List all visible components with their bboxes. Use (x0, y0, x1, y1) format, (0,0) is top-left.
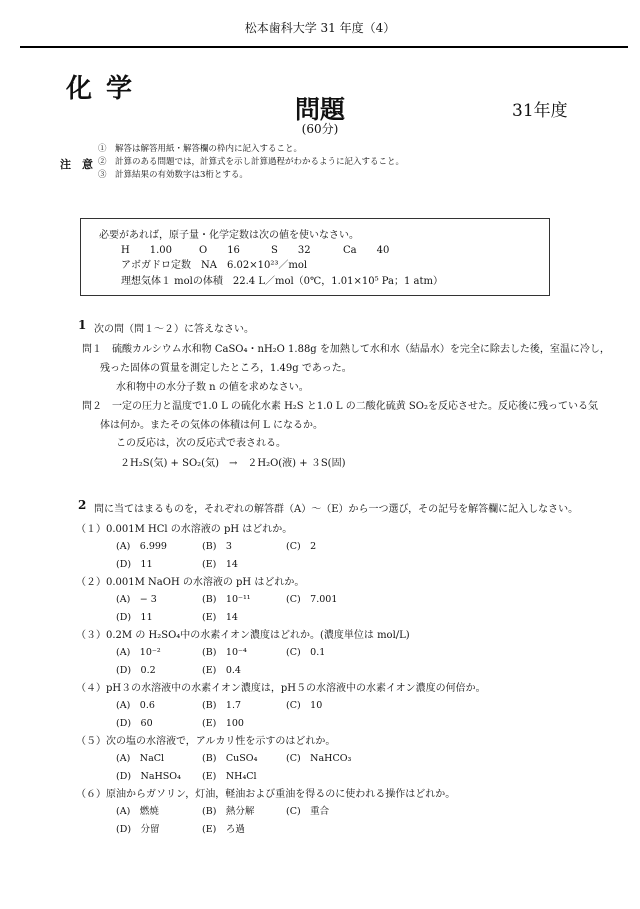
answer-option: (A) − 3 (116, 594, 157, 605)
answer-option: (E) 100 (202, 718, 244, 729)
answer-option: (C) NaHCO₃ (286, 753, 352, 764)
q1-part1-line: 問１ 硫酸カルシウム水和物 CaSO₄・nH₂O 1.88g を加熱して水和水（結晶水）を完全に除去した後，室温に冷し， (82, 344, 610, 355)
q2-item-stem: （１）0.001M HCl の水溶液の pH はどれか。 (76, 524, 293, 535)
question-1-number: 1 (78, 318, 87, 332)
avogadro-constant: アボガドロ定数 NA 6.02×10²³／mol (121, 260, 308, 271)
q1-part2-line: この反応は，次の反応式で表される。 (116, 438, 286, 449)
answer-option: (E) NH₄Cl (202, 771, 257, 782)
answer-option: (B) 熱分解 (202, 806, 255, 817)
notes-label: 注 意 (60, 158, 93, 171)
document-title: 問題 (294, 95, 345, 124)
year-label: 31年度 (512, 101, 568, 121)
answer-option: (D) 11 (116, 612, 153, 623)
answer-option: (E) ろ過 (202, 824, 245, 835)
q1-part1-line: 残った固体の質量を測定したところ，1.49g であった。 (100, 363, 352, 374)
page-header: 松本歯科大学 31 年度（4） (244, 21, 396, 35)
reaction-equation: ２H₂S(気) + SO₂(気) → ２H₂O(液) + ３S(固) (120, 458, 346, 469)
notes-list (98, 143, 404, 182)
answer-option: (A) 10⁻² (116, 647, 161, 658)
answer-option: (E) 14 (202, 612, 238, 623)
subject-title: 化学 (66, 74, 147, 104)
answer-option: (A) 6.999 (116, 541, 167, 552)
answer-option: (B) 1.7 (202, 700, 242, 711)
answer-option: (A) 0.6 (116, 700, 155, 711)
answer-option: (A) NaCl (116, 753, 165, 764)
answer-option: (D) 分留 (116, 824, 160, 835)
q1-part1-line: 水和物中の水分子数 n の値を求めなさい。 (116, 382, 309, 393)
q2-item-stem: （３）0.2M の H₂SO₄中の水素イオン濃度はどれか。(濃度単位は mol/L) (76, 630, 410, 641)
answer-option: (C) 7.001 (286, 594, 338, 605)
constants-box (80, 218, 550, 296)
note-item: ③ 計算結果の有効数字は3桁とする。 (98, 170, 248, 180)
answer-option: (D) NaHSO₄ (116, 771, 181, 782)
duration-label: (60分) (301, 122, 339, 136)
q1-part2-line: 体は何か。またその気体の体積は何 L になるか。 (100, 420, 323, 431)
answer-option: (B) 10⁻¹¹ (202, 594, 251, 605)
answer-option: (B) 10⁻⁴ (202, 647, 247, 658)
atom-s: S 32 (271, 245, 311, 256)
question-2-number: 2 (78, 498, 87, 512)
atom-h: H 1.00 (121, 245, 172, 256)
question-2-intro: 問に当てはまるものを，それぞれの解答群（A）～（E）から一つ選び，その記号を解答欄に記入しなさい。 (94, 504, 579, 515)
atom-ca: Ca 40 (343, 245, 390, 256)
note-item: ② 計算のある問題では，計算式を示し計算過程がわかるように記入すること。 (98, 157, 405, 167)
answer-option: (C) 2 (286, 541, 317, 552)
q2-item-stem: （５）次の塩の水溶液で，アルカリ性を示すのはどれか。 (76, 736, 336, 747)
answer-option: (C) 重合 (286, 806, 330, 817)
answer-option: (B) 3 (202, 541, 232, 552)
question-1-intro: 次の問（問１～２）に答えなさい。 (94, 324, 254, 335)
header-rule (20, 46, 628, 48)
constants-intro: 必要があれば，原子量・化学定数は次の値を使いなさい。 (99, 230, 359, 241)
answer-option: (D) 60 (116, 718, 153, 729)
q2-item-stem: （２）0.001M NaOH の水溶液の pH はどれか。 (76, 577, 305, 588)
answer-option: (E) 0.4 (202, 665, 241, 676)
answer-option: (D) 11 (116, 559, 153, 570)
answer-option: (D) 0.2 (116, 665, 156, 676)
answer-option: (E) 14 (202, 559, 238, 570)
atom-o: O 16 (199, 245, 240, 256)
q2-item-stem: （４）pH３の水溶液中の水素イオン濃度は，pH５の水溶液中の水素イオン濃度の何倍か。 (76, 683, 486, 694)
q2-item-stem: （６）原油からガソリン，灯油，軽油および重油を得るのに使われる操作はどれか。 (76, 789, 456, 800)
q1-part2-line: 問２ 一定の圧力と温度で1.0 L の硫化水素 H₂S と1.0 L の二酸化硫黄 SO₂を反応させた。反応後に残っている気 (82, 401, 598, 412)
answer-option: (B) CuSO₄ (202, 753, 258, 764)
note-item: ① 解答は解答用紙・解答欄の枠内に記入すること。 (98, 144, 303, 154)
answer-option: (C) 0.1 (286, 647, 326, 658)
answer-option: (C) 10 (286, 700, 323, 711)
answer-option: (A) 燃焼 (116, 806, 159, 817)
gas-volume-constant: 理想気体１ molの体積 22.4 L／mol（0℃，1.01×10⁵ Pa；1 atm） (121, 276, 444, 287)
